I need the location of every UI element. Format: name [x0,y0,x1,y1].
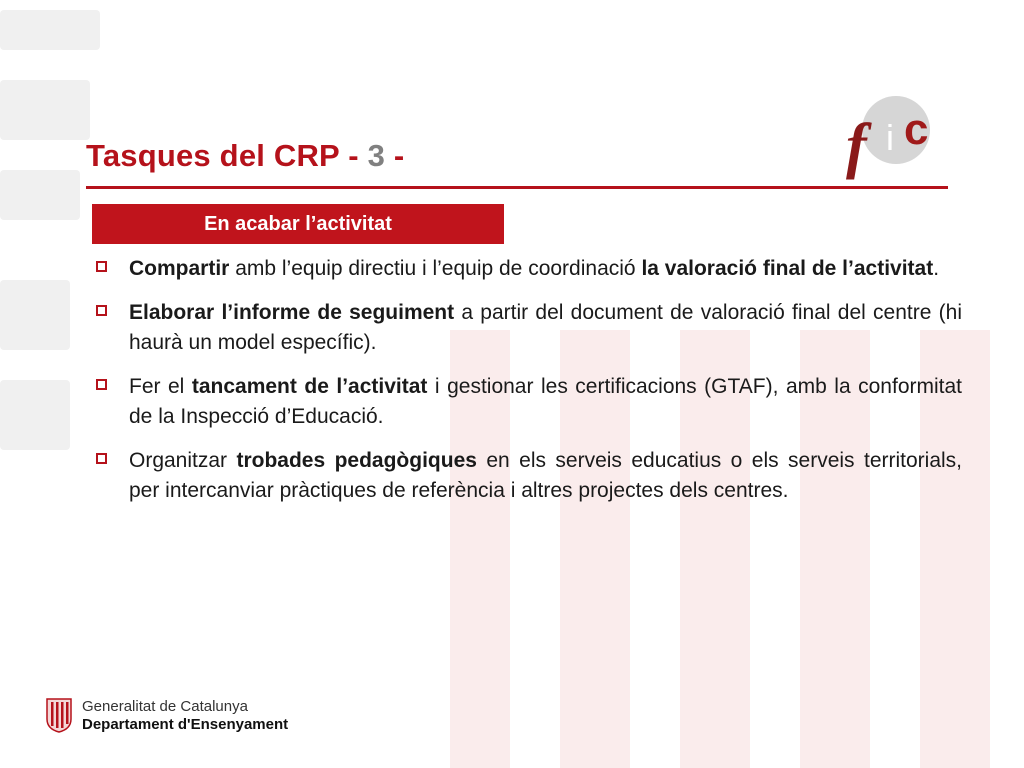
bullet-text [129,298,962,358]
bullet-bold-span: Elaborar l’informe de seguiment [129,301,455,324]
bullet-span: a partir del document de valoració final del centre (hi haurà un model específic). [129,301,962,354]
bullet-bold-span: tancament de l’activitat [191,375,428,398]
bullet-span: i gestionar les certificacions (GTAF), amb la conformitat de la Inspecció d’Educació. [129,375,963,428]
bullet-bold-span: Compartir [129,257,230,280]
title-separator-right: - [385,138,405,173]
bullet-item [96,372,962,432]
footer-line-1: Generalitat de Catalunya [82,698,248,715]
bullet-bold-span: la valoració final de l’activitat [641,257,934,280]
page-title [86,138,404,174]
checkbox-bullet-icon [96,453,107,464]
title-divider [86,186,948,189]
bullet-item [96,298,962,358]
bullet-span: Organitzar [129,449,237,472]
bullet-span: en els serveis educatius o els serveis territorials, per intercanviar pràctiques de referència i altres projectes dels centres. [129,449,963,502]
bullet-text [129,372,962,432]
checkbox-bullet-icon [96,379,107,390]
fic-logo-i: i [886,117,894,158]
generalitat-emblem-icon [44,697,74,733]
bullet-item [96,446,962,506]
bullet-text [129,254,962,284]
bullet-span: . [933,257,940,280]
bullet-item [96,254,962,284]
title-number-group [348,138,404,173]
bullet-bold-span: trobades pedagògiques [236,449,477,472]
fic-logo-c: c [904,105,929,154]
checkbox-bullet-icon [96,261,107,272]
title-number: 3 [367,138,386,173]
bullet-list [96,254,962,520]
title-text: Tasques del CRP [86,138,340,173]
checkbox-bullet-icon [96,305,107,316]
section-label: En acabar l’activitat [92,204,504,244]
footer-line-2: Departament d'Ensenyament [82,716,289,733]
footer-institution [82,698,288,734]
bullet-span: amb l’equip directiu i l’equip de coordinació [229,257,642,280]
title-separator-left: - [348,138,368,173]
bullet-span: Fer el [129,375,192,398]
fic-logo-f: f [846,112,867,180]
fic-logo [838,88,948,188]
bullet-text [129,446,962,506]
